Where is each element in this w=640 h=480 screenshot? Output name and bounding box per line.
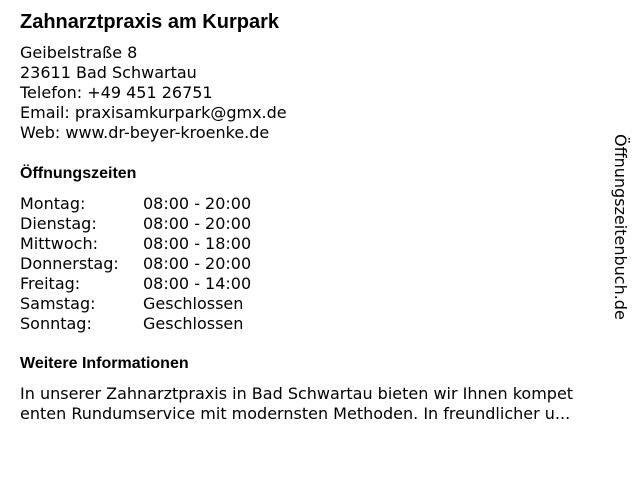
opening-hours-table	[20, 194, 420, 334]
business-name: Zahnarztpraxis am Kurpark	[20, 11, 279, 33]
hours-time: Geschlossen	[143, 294, 244, 313]
hours-row-monday	[20, 194, 420, 214]
hours-time: Geschlossen	[143, 314, 244, 333]
hours-row-tuesday	[20, 214, 420, 234]
hours-time: 08:00 - 14:00	[143, 274, 252, 293]
hours-time: 08:00 - 18:00	[143, 234, 252, 253]
more-info-heading: Weitere Informationen	[20, 355, 189, 372]
hours-row-saturday	[20, 294, 420, 314]
street-address: Geibelstraße 8	[20, 43, 138, 62]
contact-block	[20, 43, 580, 143]
more-info-line: In unserer Zahnarztpraxis in Bad Schwartau bieten wir Ihnen kompet	[20, 384, 574, 403]
hours-row-friday	[20, 274, 420, 294]
more-info-line: enten Rundumservice mit modernsten Methoden. In freundlicher u...	[20, 404, 571, 423]
hours-row-sunday	[20, 314, 420, 334]
hours-day: Sonntag:	[20, 314, 92, 333]
opening-hours-heading: Öffnungszeiten	[20, 165, 137, 182]
phone-number: Telefon: +49 451 26751	[20, 83, 213, 102]
source-watermark: Öffnungszeitenbuch.de	[611, 134, 630, 320]
more-info-text	[20, 384, 620, 424]
hours-day: Mittwoch:	[20, 234, 98, 253]
email-address: Email: praxisamkurpark@gmx.de	[20, 103, 287, 122]
hours-day: Montag:	[20, 194, 86, 213]
city-address: 23611 Bad Schwartau	[20, 63, 197, 82]
hours-day: Samstag:	[20, 294, 96, 313]
hours-time: 08:00 - 20:00	[143, 254, 252, 273]
hours-time: 08:00 - 20:00	[143, 214, 252, 233]
hours-time: 08:00 - 20:00	[143, 194, 252, 213]
hours-day: Dienstag:	[20, 214, 97, 233]
hours-row-thursday	[20, 254, 420, 274]
hours-day: Freitag:	[20, 274, 81, 293]
website-address: Web: www.dr-beyer-kroenke.de	[20, 123, 270, 142]
hours-row-wednesday	[20, 234, 420, 254]
hours-day: Donnerstag:	[20, 254, 119, 273]
